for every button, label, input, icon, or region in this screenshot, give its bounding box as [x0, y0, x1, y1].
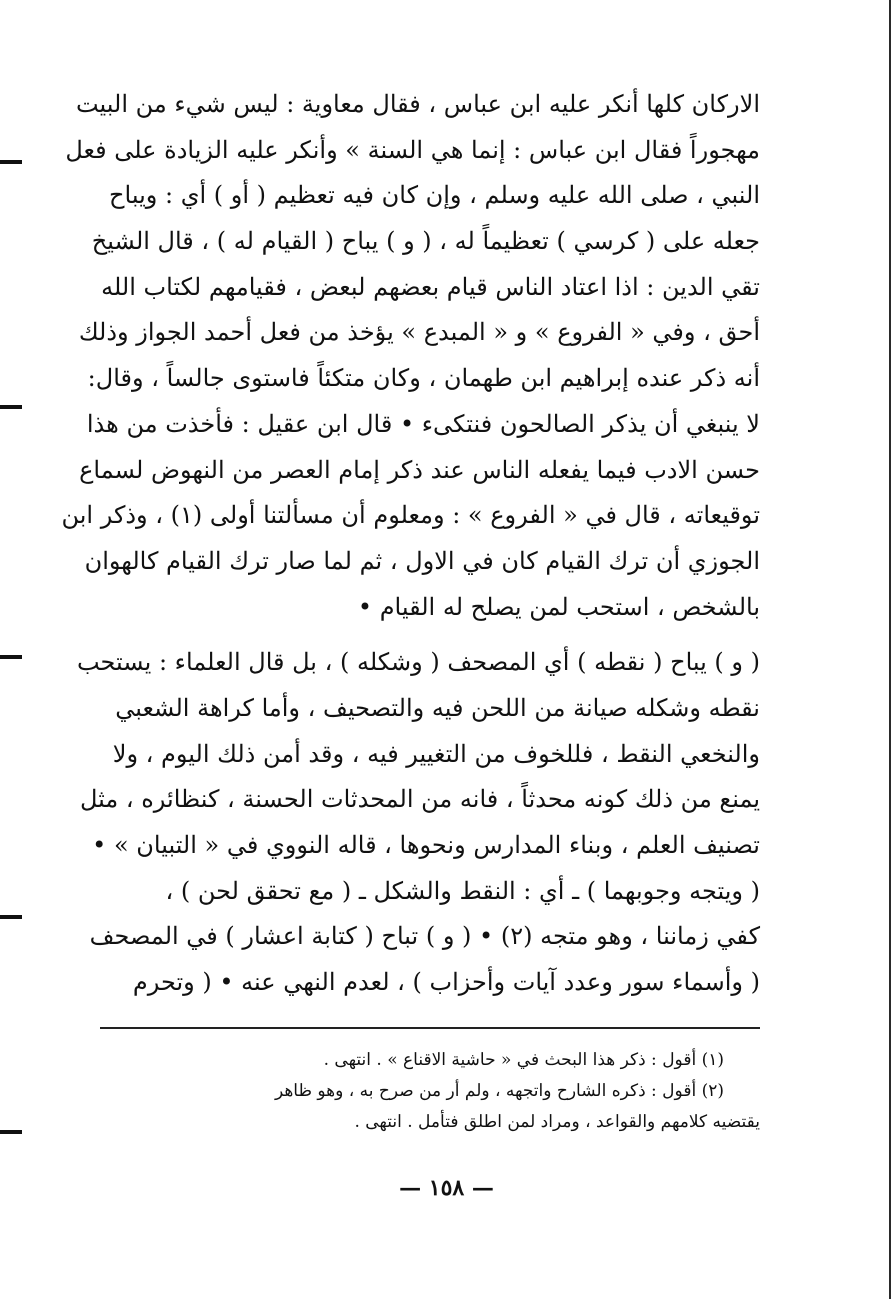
footnote-separator — [100, 1027, 760, 1029]
text-line: والنخعي النقط ، فللخوف من التغيير فيه ، وقد أمن ذلك اليوم ، ولا — [112, 739, 760, 768]
text-line: الجوزي أن ترك القيام كان في الاول ، ثم لما صار ترك القيام كالهوان — [84, 546, 760, 575]
paragraph-gap — [100, 630, 760, 640]
footnote-2-continuation: يقتضيه كلامهم والقواعد ، ومراد لمن اطلق فتأمل . انتهى . — [354, 1112, 760, 1132]
text-line: يمنع من ذلك كونه محدثاً ، فانه من المحدثات الحسنة ، كنظائره ، مثل — [79, 785, 760, 814]
text-line: نقطه وشكله صيانة من اللحن فيه والتصحيف ، وأما كراهة الشعبي — [115, 693, 760, 722]
text-line: كفي زماننا ، وهو متجه (٢) • ( و ) تباح ( كتابة اعشار ) في المصحف — [89, 922, 760, 951]
text-line: مهجوراً فقال ابن عباس : إنما هي السنة » وأنكر عليه الزيادة على فعل — [65, 135, 760, 164]
text-line: الاركان كلها أنكر عليه ابن عباس ، فقال معاوية : ليس شيء من البيت — [75, 90, 760, 118]
text-line: النبي ، صلى الله عليه وسلم ، وإن كان فيه تعظيم ( أو ) أي : ويباح — [109, 181, 760, 210]
edge-mark — [0, 915, 22, 919]
text-line: أنه ذكر عنده إبراهيم ابن طهمان ، وكان متكئاً فاستوى جالساً ، وقال: — [87, 364, 760, 393]
text-line: بالشخص ، استحب لمن يصلح له القيام • — [357, 592, 760, 621]
paragraph-1 — [61, 82, 760, 630]
text-line: أحق ، وفي « الفروع » و « المبدع » يؤخذ من فعل أحمد الجواز وذلك — [78, 318, 760, 347]
text-line: لا ينبغي أن يذكر الصالحون فنتكىء • قال ابن عقيل : فأخذت من هذا — [86, 409, 760, 438]
main-text — [61, 82, 760, 1006]
text-line: ( و ) يباح ( نقطه ) أي المصحف ( وشكله ) ، بل قال العلماء : يستحب — [76, 648, 760, 677]
text-line: جعله على ( كرسي ) تعظيماً له ، ( و ) يباح ( القيام له ) ، قال الشيخ — [91, 227, 760, 256]
edge-mark — [0, 655, 22, 659]
edge-mark — [0, 405, 22, 409]
text-line: تقي الدين : اذا اعتاد الناس قيام بعضهم لبعض ، فقيامهم لكتاب الله — [101, 272, 760, 301]
text-line: ( ويتجه وجوبهما ) ـ أي : النقط والشكل ـ ( مع تحقق لحن ) ، — [165, 876, 760, 905]
page-edge-line — [889, 0, 891, 1299]
text-line: تصنيف العلم ، وبناء المدارس ونحوها ، قاله النووي في « التبيان » • — [92, 831, 760, 859]
edge-mark — [0, 1130, 22, 1134]
footnote-2: (٢) أقول : ذكره الشارح واتجهه ، ولم أر من صرح به ، وهو ظاهر — [274, 1081, 724, 1101]
paragraph-2 — [76, 640, 760, 1006]
text-line: حسن الادب فيما يفعله الناس عند ذكر إمام العصر من النهوض لسماع — [79, 455, 760, 484]
text-line: توقيعاته ، قال في « الفروع » : ومعلوم أن مسألتنا أولى (١) ، وذكر ابن — [61, 501, 760, 530]
page-number: — ١٥٨ — — [399, 1175, 494, 1201]
text-line: ( وأسماء سور وعدد آيات وأحزاب ) ، لعدم النهي عنه • ( وتحرم — [132, 968, 760, 997]
footnotes — [100, 1045, 760, 1138]
footnote-1: (١) أقول : ذكر هذا البحث في « حاشية الاقناع » . انتهى . — [323, 1050, 724, 1070]
edge-mark — [0, 160, 22, 164]
